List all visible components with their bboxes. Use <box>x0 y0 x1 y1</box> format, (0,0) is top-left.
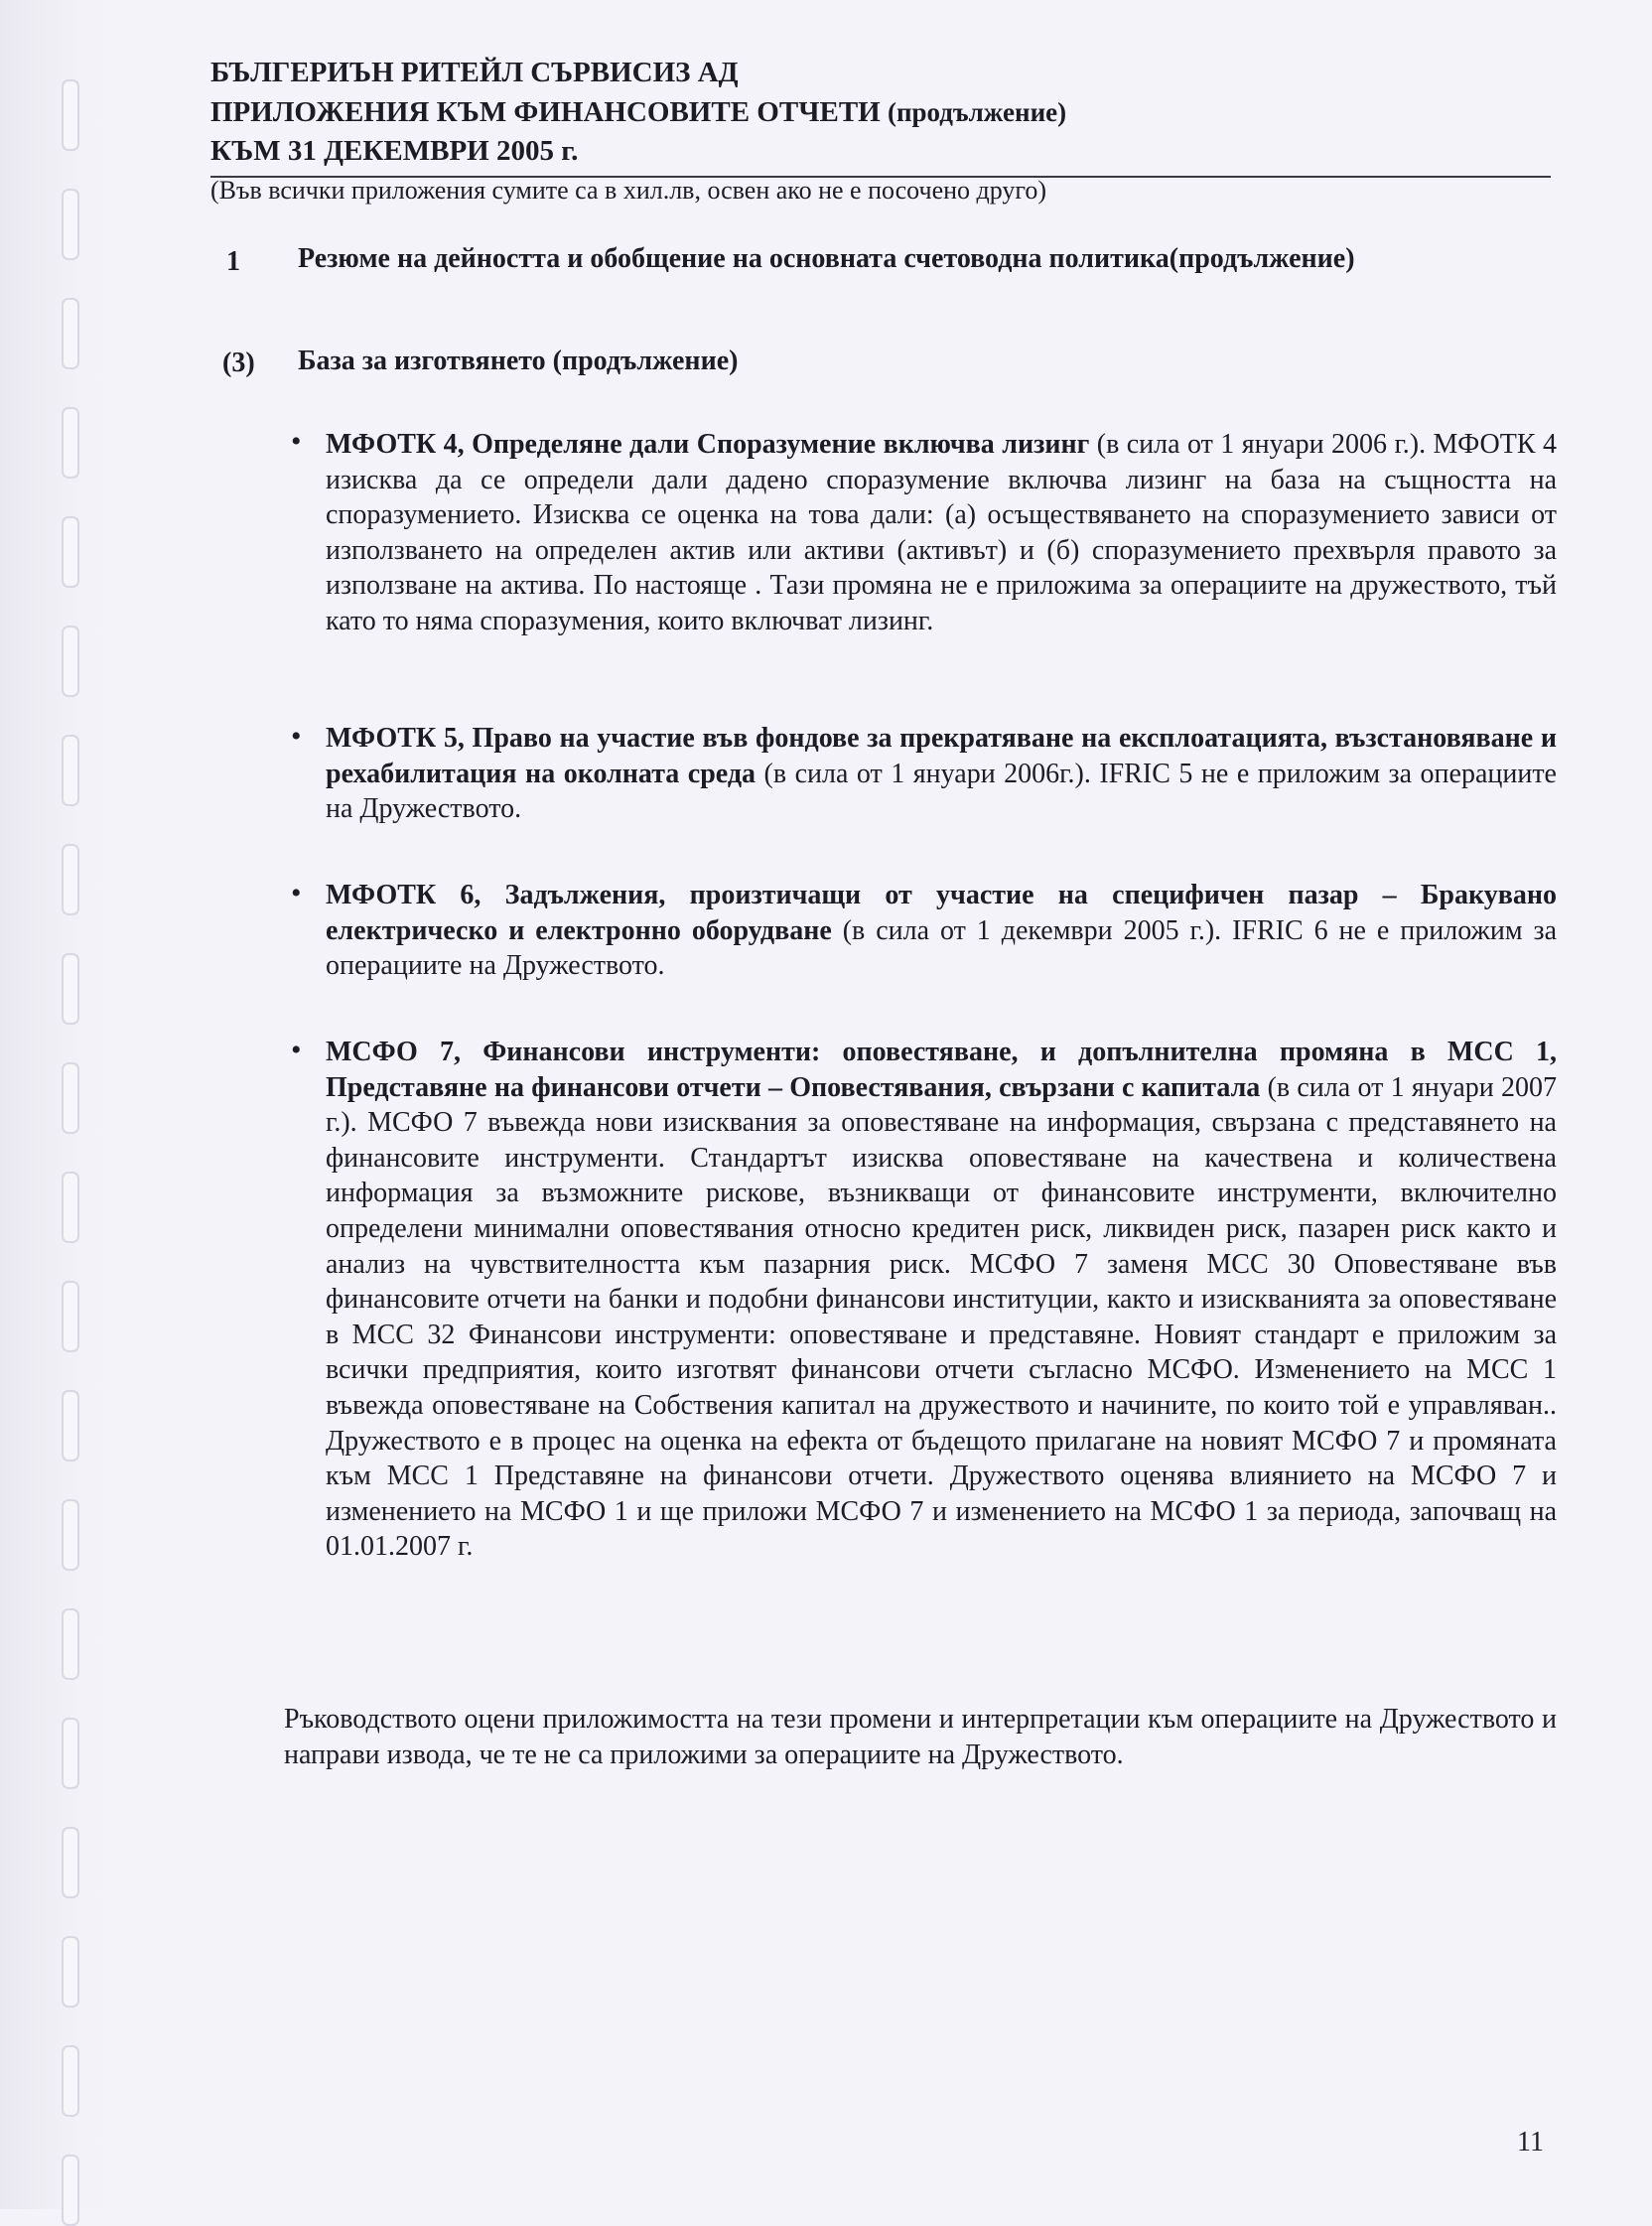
bullet-body: (в сила от 1 декември 2005 г.). IFRIC 6 не е приложим за операциите на Дружеството. <box>326 914 1558 982</box>
bullet-paragraph-ifric6 <box>326 878 1557 984</box>
bullet-heading: МФОТК 5, Право на участие във фондове за прекратяване на експлоатацията, възстановяване и рехабилитация на околната среда <box>326 723 1557 789</box>
subsection-number: (3) <box>222 348 255 378</box>
company-name: БЪЛГЕРИЪН РИТЕЙЛ СЪРВИСИЗ АД <box>210 57 739 88</box>
report-title-continued: (продължение) <box>887 97 1067 127</box>
report-title-main: ПРИЛОЖЕНИЯ КЪМ ФИНАНСОВИТЕ ОТЧЕТИ <box>210 96 881 128</box>
bullet-heading: МСФО 7, Финансови инструменти: оповестяване, и допълнителна промяна в МСС 1, Представяне на финансови отчети – Оповестявания, свързани с капитала <box>326 1037 1557 1103</box>
bullet-marker: • <box>291 1034 302 1066</box>
section-title: Резюме на дейността и обобщение на основната счетоводна политика(продължение) <box>298 243 1355 274</box>
section-number: 1 <box>226 246 240 277</box>
bullet-marker: • <box>291 720 302 753</box>
bullet-body: (в сила от 1 януари 2007 г.). МСФО 7 въвежда нови изисквания за оповестяване на информация, свързана с представянето на финансовите инструменти. Стандартът изисква оповестяване на качествена и количествена информация за възможните рискове, възникващи от финансовите инструменти, включително определени минимални оповестявания относно кредитен риск, ликвиден риск, пазарен риск както и анализ на чувствителността към пазарния риск. МСФО 7 заменя МСС 30 Оповестяване във финансовите отчети на банки и подобни финансови институции, както и изискванията за оповестяване в МСС 32 Финансови инструменти: оповестяване и представяне. Новият стандарт е приложим за всички предприятия, които изготвят финансови отчети съгласно МСФО. Изменението на МСС 1 въвежда оповестяване на Собствения капитал на дружеството и начините, по които той е управляван.. Дружеството е в процес на оценка на ефекта от бъдещото прилагане на новият МСФО 7 и промяната към МСС 1 Представяне на финансови отчети. Дружеството оценява влиянието на МСФО 7 и изменението на МСФО 1 и ще приложи МСФО 7 и изменението на МСФО 1 за периода, започващ на 01.01.2007 г. <box>326 1071 1557 1563</box>
bullet-paragraph-ifric4 <box>326 427 1557 639</box>
bullet-paragraph-ifrs7 <box>326 1035 1557 1565</box>
bullet-paragraph-ifric5 <box>326 721 1557 827</box>
page-number: 11 <box>1517 2127 1544 2157</box>
bullet-body: (в сила от 1 януари 2006 г.). МФОТК 4 изисква да се определи дали дадено споразумение включва лизинг на база на същността на споразумението. Изисква се оценка на това дали: (а) осъществяването на споразумението зависи от използването на определен актив или активи (активът) и (б) споразумението прехвърля правото за използване на актива. По настояще . Тази промяна не е приложима за операциите на дружеството, тъй като то няма споразумения, които включват лизинг. <box>326 429 1557 636</box>
bullet-heading: МФОТК 4, Определяне дали Споразумение включва лизинг <box>326 429 1090 460</box>
currency-note: (Във всички приложения сумите са в хил.лв, освен ако не е посочено друго) <box>210 176 1047 205</box>
bullet-body: (в сила от 1 януари 2006г.). IFRIC 5 не е приложим за операциите на Дружеството. <box>326 758 1557 825</box>
subsection-title: База за изготвянето (продължение) <box>298 346 739 376</box>
bullet-marker: • <box>291 425 302 458</box>
bullet-marker: • <box>291 877 302 909</box>
report-date: КЪМ 31 ДЕКЕМВРИ 2005 г. <box>210 135 579 167</box>
report-title <box>210 95 1551 129</box>
closing-paragraph: Ръководството оцени приложимостта на тези промени и интерпретации към операциите на Дружеството и направи извода, че те не са приложими за операциите на Дружеството. <box>284 1704 1557 1770</box>
bullet-heading: МФОТК 6, Задължения, произтичащи от участие на специфичен пазар – Бракувано електрическо и електронно оборудване <box>326 880 1557 946</box>
